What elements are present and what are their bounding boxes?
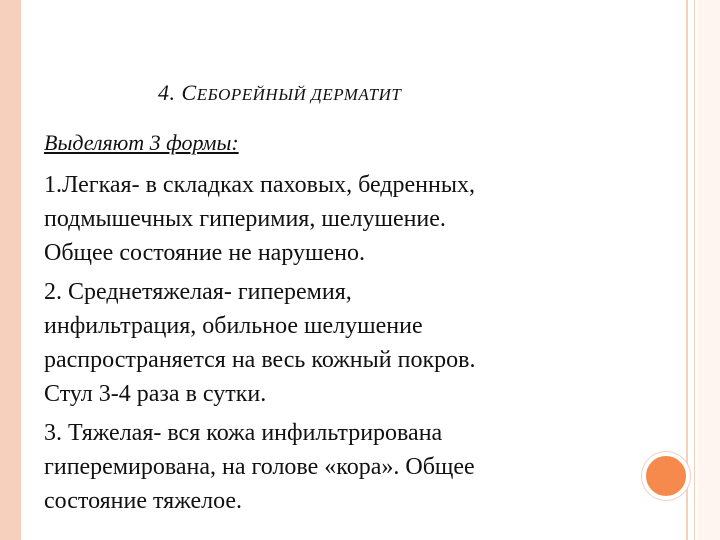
slide-title <box>158 80 401 106</box>
paragraph-line: Общее состояние не нарушено. <box>44 240 365 266</box>
paragraph-mild <box>44 168 664 270</box>
intro-text: Выделяют 3 формы: <box>44 130 239 155</box>
paragraph-line: состояние тяжелое. <box>44 488 243 514</box>
paragraph-moderate <box>44 275 664 411</box>
paragraph-line: инфильтрация, обильное шелушение <box>44 313 423 339</box>
slide-body <box>44 168 664 523</box>
right-frame-line-inner <box>694 0 695 540</box>
right-frame-line <box>686 0 688 540</box>
paragraph-line: подмышечных гиперимия, шелушение. <box>44 206 446 232</box>
paragraph-line: 3. Тяжелая- вся кожа инфильтрирована <box>44 420 443 446</box>
paragraph-line: распространяется на весь кожный покров. <box>44 347 476 373</box>
paragraph-line: 1.Легкая- в складках паховых, бедренных, <box>44 172 475 198</box>
right-frame-strip <box>698 0 720 540</box>
paragraph-line: гиперемирована, на голове «кора». Общее <box>44 454 475 480</box>
slide-title-initial: 4. С <box>158 80 197 105</box>
paragraph-line: 2. Среднетяжелая- гиперемия, <box>44 279 352 305</box>
paragraph-line: Стул 3-4 раза в сутки. <box>44 381 267 407</box>
slide-title-rest: ЕБОРЕЙНЫЙ ДЕРМАТИТ <box>196 85 402 104</box>
left-frame-border <box>0 0 21 540</box>
paragraph-severe <box>44 416 664 518</box>
